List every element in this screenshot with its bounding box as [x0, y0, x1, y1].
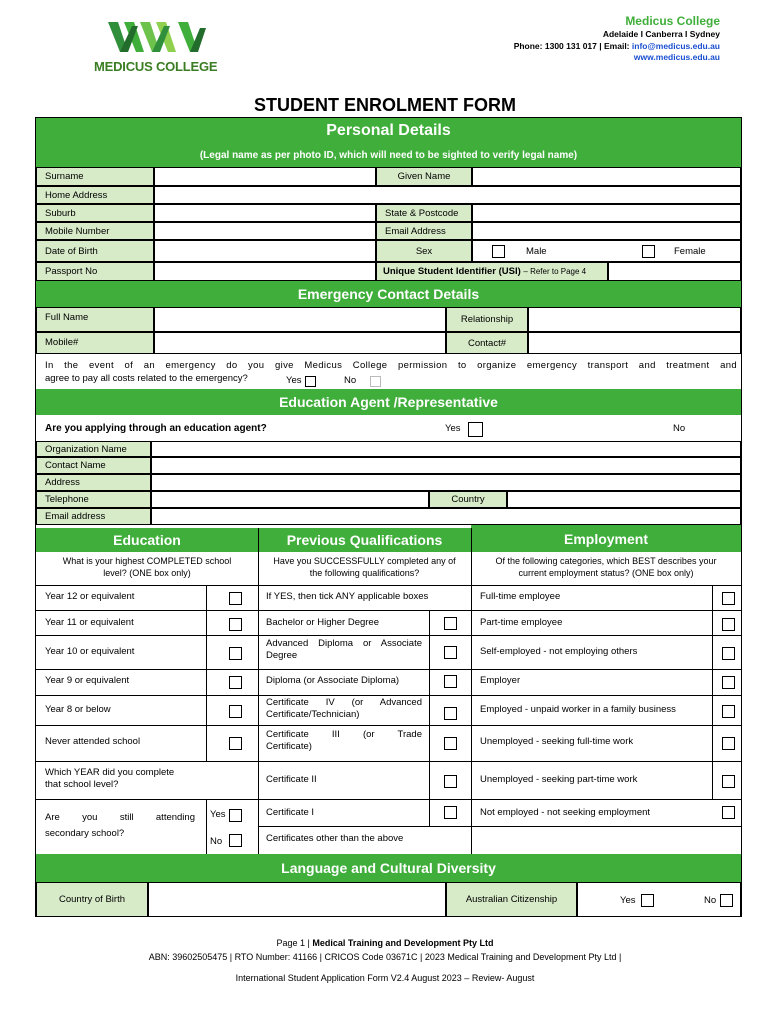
row-divider [36, 761, 741, 762]
qualification-option-line: Certificate I [266, 807, 315, 818]
year-question [45, 767, 174, 791]
qualification-option-checkbox[interactable] [444, 737, 457, 750]
qualification-option-line: Advanced Diploma or Associate [266, 638, 422, 649]
education-option-checkbox[interactable] [229, 647, 242, 660]
employment-question-line: Of the following categories, which BEST describes your [495, 556, 717, 566]
agent-yes-checkbox[interactable] [468, 422, 483, 437]
logo-text: MEDICUS COLLEGE [94, 59, 218, 74]
telephone-field[interactable] [151, 491, 429, 508]
row-divider [36, 635, 741, 636]
emergency-no-label: No [344, 375, 357, 386]
page-number: Page 1 | [276, 938, 310, 948]
education-option-label: Year 10 or equivalent [45, 646, 135, 657]
year-question-line: that school level? [45, 779, 119, 790]
education-question-line: level? (ONE box only) [103, 568, 191, 578]
emergency-no-checkbox[interactable] [370, 376, 381, 387]
employment-option-checkbox[interactable] [722, 705, 735, 718]
state-postcode-label: State & Postcode [376, 204, 472, 222]
employment-option-label: Part-time employee [480, 617, 563, 628]
citizenship-yes-label: Yes [620, 895, 636, 906]
qualification-option-line: Certificates other than the above [266, 833, 404, 844]
qualifications-question-line: the following qualifications? [309, 568, 420, 578]
qualification-option-checkbox[interactable] [444, 806, 457, 819]
form-title: STUDENT ENROLMENT FORM [254, 95, 516, 115]
emergency-contact-heading: Emergency Contact Details [36, 281, 741, 307]
email-link[interactable]: info@medicus.edu.au [631, 40, 720, 51]
qualification-option-label [266, 729, 422, 753]
emergency-mobile-label: Mobile# [36, 332, 154, 354]
attending-yes-checkbox[interactable] [229, 809, 242, 822]
qualification-option-label [266, 833, 403, 845]
emergency-yes-label: Yes [286, 375, 302, 386]
dob-field[interactable] [154, 240, 376, 262]
employment-option-label: Unemployed - seeking part-time work [480, 774, 638, 785]
medicus-logo [94, 20, 224, 76]
telephone-label: Telephone [36, 491, 151, 508]
personal-details-heading: Personal Details [36, 118, 741, 144]
qualification-option-line: Certificate/Technician) [266, 709, 360, 720]
country-field[interactable] [507, 491, 741, 508]
agent-address-field[interactable] [151, 474, 741, 491]
emergency-yes-checkbox[interactable] [305, 376, 316, 387]
language-heading: Language and Cultural Diversity [36, 854, 741, 882]
organization-name-field[interactable] [151, 441, 741, 457]
attending-no-label: No [210, 836, 223, 847]
mobile-number-field[interactable] [154, 222, 376, 240]
employment-option-checkbox[interactable] [722, 618, 735, 631]
qualification-option-checkbox[interactable] [444, 775, 457, 788]
logo-mark-icon [94, 20, 224, 60]
education-option-label: Year 12 or equivalent [45, 591, 135, 602]
citizenship-options [577, 882, 741, 917]
suburb-label: Suburb [36, 204, 154, 222]
full-name-label: Full Name [36, 307, 154, 332]
employment-option-checkbox[interactable] [722, 737, 735, 750]
row-divider [36, 725, 741, 726]
employment-option-label: Employer [480, 675, 521, 686]
footer-version-line: International Student Application Form V2.4 August 2023 – Review- August [235, 973, 535, 983]
education-option-label: Year 9 or equivalent [45, 675, 130, 686]
education-heading: Education [36, 528, 258, 552]
qualification-option-checkbox[interactable] [444, 675, 457, 688]
row-divider [36, 695, 741, 696]
education-option-checkbox[interactable] [229, 676, 242, 689]
employment-option-checkbox[interactable] [722, 775, 735, 788]
qualification-option-label [266, 697, 422, 721]
qualification-option-line: Bachelor or Higher Degree [266, 617, 380, 628]
year-field[interactable] [206, 761, 258, 799]
employment-option-label: Full-time employee [480, 591, 561, 602]
employment-question-line: current employment status? (ONE box only) [518, 568, 694, 578]
column-divider [206, 585, 207, 761]
email-address-field[interactable] [472, 222, 741, 240]
surname-label: Surname [36, 167, 154, 186]
citizenship-yes-checkbox[interactable] [641, 894, 654, 907]
citizenship-label: Australian Citizenship [446, 882, 577, 917]
enrolment-form [35, 117, 742, 917]
contact-field[interactable] [528, 332, 741, 354]
citizenship-no-checkbox[interactable] [720, 894, 733, 907]
education-option-checkbox[interactable] [229, 737, 242, 750]
country-of-birth-label: Country of Birth [36, 882, 148, 917]
email-label: Email: [604, 40, 630, 51]
employment-option-label: Unemployed - seeking full-time work [480, 736, 634, 747]
emergency-permission-text-2: agree to pay all costs related to the emergency? [45, 373, 248, 384]
education-agent-heading: Education Agent /Representative [36, 389, 741, 415]
home-address-field[interactable] [154, 186, 741, 204]
passport-field[interactable] [154, 262, 376, 281]
qualification-option-checkbox[interactable] [444, 617, 457, 630]
employment-heading: Employment [471, 525, 741, 552]
surname-field[interactable] [154, 167, 376, 186]
phone-email-line: Phone: 1300 131 017 | Email: info@medicus.edu.au [513, 40, 720, 51]
college-name: Medicus College [625, 14, 720, 28]
qualification-option-label [266, 638, 422, 662]
education-option-label: Year 8 or below [45, 704, 111, 715]
education-question [36, 555, 258, 579]
education-option-label: Year 11 or equivalent [45, 617, 134, 628]
qualifications-question-line: Have you SUCCESSFULLY completed any of [273, 556, 456, 566]
qualifications-question [258, 555, 471, 579]
relationship-label: Relationship [446, 307, 528, 332]
qualification-option-label [266, 774, 317, 786]
relationship-field[interactable] [528, 307, 741, 332]
row-divider [36, 669, 741, 670]
row-divider [36, 610, 741, 611]
employment-option-label: Not employed - not seeking employment [480, 807, 651, 818]
sex-male-label: Male [526, 246, 547, 257]
agent-yes-label: Yes [445, 423, 461, 434]
column-divider [206, 799, 207, 854]
row-divider [36, 585, 741, 586]
agent-email-label: Email address [36, 508, 151, 525]
education-option-checkbox[interactable] [229, 592, 242, 605]
qualification-option-line: Diploma (or Associate Diploma) [266, 675, 400, 686]
education-option-checkbox[interactable] [229, 618, 242, 631]
qualification-option-line: Certificate) [266, 741, 312, 752]
dob-label: Date of Birth [36, 240, 154, 262]
education-option-checkbox[interactable] [229, 705, 242, 718]
employment-option-checkbox[interactable] [722, 676, 735, 689]
sex-female-label: Female [674, 246, 706, 257]
locations: Adelaide I Canberra I Sydney [602, 29, 720, 39]
footer-page-line [0, 938, 770, 948]
row-divider [258, 826, 741, 827]
contact-block [514, 14, 720, 64]
email-address-label: Email Address [376, 222, 472, 240]
education-option-label: Never attended school [45, 736, 141, 747]
agent-question: Are you applying through an education agent? [45, 423, 267, 434]
qualification-option-line: Certificate III (or Trade [266, 729, 422, 740]
employment-option-label: Employed - unpaid worker in a family business [480, 704, 676, 715]
attending-question-2: secondary school? [45, 828, 125, 839]
qualification-option-line: Certificate IV (or Advanced [266, 697, 422, 708]
website-link[interactable]: www.medicus.edu.au [633, 52, 720, 62]
employment-option-label: Self-employed - not employing others [480, 646, 638, 657]
suburb-field[interactable] [154, 204, 376, 222]
qualification-option-checkbox[interactable] [444, 707, 457, 720]
phone-label: Phone: [513, 40, 543, 51]
qualification-option-line: Certificate II [266, 774, 317, 785]
year-question-line: Which YEAR did you complete [45, 767, 175, 778]
qualification-option-label [266, 807, 314, 819]
education-question-line: What is your highest COMPLETED school [62, 556, 232, 566]
agent-address-label: Address [36, 474, 151, 491]
phone-number: 1300 131 017 [544, 40, 597, 51]
row-divider [36, 799, 741, 800]
emergency-permission-text: In the event of an emergency do you give Medicus College permission to organize emergency transport and treatment and [45, 360, 737, 371]
employment-option-checkbox[interactable] [722, 647, 735, 660]
contact-name-label: Contact Name [36, 457, 151, 474]
country-label: Country [429, 491, 507, 508]
attending-yes-label: Yes [210, 809, 226, 820]
state-postcode-field[interactable] [472, 204, 741, 222]
given-name-field[interactable] [472, 167, 741, 186]
column-divider [712, 585, 713, 799]
usi-label-text: Unique Student Identifier (USI) [383, 266, 521, 277]
footer-abn-line: ABN: 39602505475 | RTO Number: 41166 | CRICOS Code 03671C | 2023 Medical Training and Development Pty Ltd | [148, 952, 622, 962]
mobile-number-label: Mobile Number [36, 222, 154, 240]
legal-name-note: (Legal name as per photo ID, which will need to be sighted to verify legal name) [36, 144, 741, 167]
qualifications-if-yes: If YES, then tick ANY applicable boxes [266, 591, 429, 602]
home-address-label: Home Address [36, 186, 154, 204]
qualifications-heading: Previous Qualifications [258, 528, 471, 552]
employment-option-checkbox[interactable] [722, 592, 735, 605]
qualification-option-label [266, 675, 399, 687]
full-name-field[interactable] [154, 307, 446, 332]
contact-label: Contact# [446, 332, 528, 354]
agent-email-field[interactable] [151, 508, 741, 525]
attending-question: Are you still attending [45, 812, 195, 823]
given-name-label: Given Name [376, 167, 472, 186]
emergency-mobile-field[interactable] [154, 332, 446, 354]
employment-question [471, 555, 741, 579]
country-of-birth-field[interactable] [148, 882, 446, 917]
attending-no-checkbox[interactable] [229, 834, 242, 847]
citizenship-no-label: No [704, 895, 717, 906]
usi-note: – Refer to Page 4 [523, 267, 587, 276]
agent-no-label: No [673, 423, 686, 434]
qualification-option-label [266, 617, 379, 629]
sex-male-checkbox[interactable] [492, 245, 505, 258]
sex-label: Sex [376, 240, 472, 262]
employment-option-checkbox[interactable] [722, 806, 735, 819]
page-header [0, 0, 770, 95]
qualification-option-line: Degree [266, 650, 298, 661]
sex-female-checkbox[interactable] [642, 245, 655, 258]
organization-name-label: Organization Name [36, 441, 151, 457]
company-name: Medical Training and Development Pty Ltd [312, 938, 494, 948]
contact-name-field[interactable] [151, 457, 741, 474]
qualification-option-checkbox[interactable] [444, 646, 457, 659]
column-divider [429, 610, 430, 826]
usi-label [376, 262, 608, 281]
passport-label: Passport No [36, 262, 154, 281]
usi-field[interactable] [608, 262, 741, 281]
